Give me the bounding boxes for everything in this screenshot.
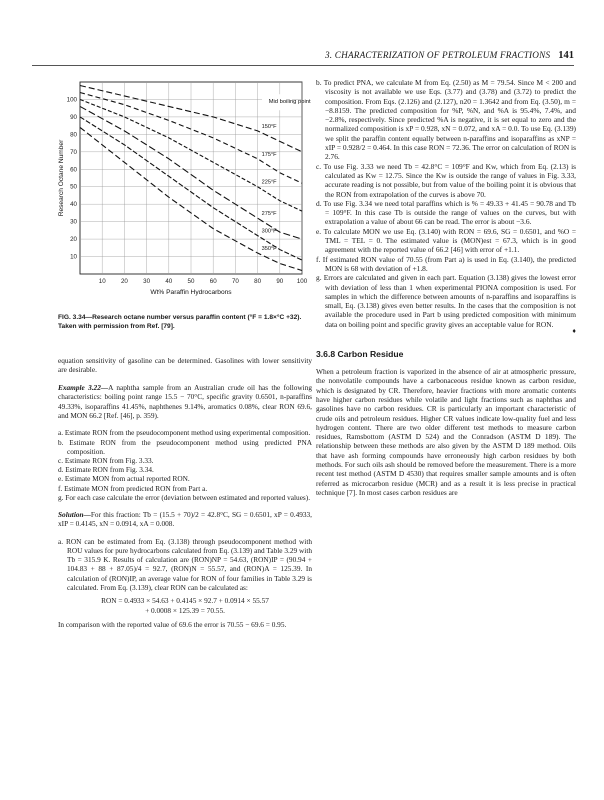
x-tick-label: 50 bbox=[187, 278, 195, 285]
y-tick-label: 90 bbox=[70, 113, 77, 121]
series-label: 225°F bbox=[261, 179, 277, 186]
y-tick-label: 60 bbox=[70, 166, 77, 174]
answer-a: a. RON can be estimated from Eq. (3.138) through pseudocomponent method with ROU values for pure hydrocarbons calculated from Eq. (3.139) and Table 3.29 with Tb = 315.9 K. Results of calculation are (RON)NP = 54.63, (RON)IP = (90.94 + 104.83 + 88 + 87.05)/4 = 92.7, (RON)N = 55.57, and (RON)A = 125.39. In calculation of (RON)IP, an average value for RON of four families in Table 3.29 is calculated. From Eq. (3.139), clear RON can be calculated as: bbox=[58, 536, 312, 592]
solution-label: Solution— bbox=[58, 510, 91, 520]
figure-caption bbox=[58, 314, 312, 331]
task-item: f. Estimate MON from predicted RON from Part a. bbox=[58, 483, 208, 493]
solution-text: For this fraction: Tb = (15.5 + 70)/2 = 42.8°C, SG = 0.6501, xP = 0.4933, xIP = 0.4145, xN = 0.0914, xA = 0.008. bbox=[58, 510, 312, 529]
carbon-residue-paragraph: When a petroleum fraction is vaporized in the absence of air at atmospheric pressure, the nonvolatile compounds have a carbonaceous residue known as carbon residue, which is designated by CR. Therefore, heavier fractions with more aromatic contents have higher carbon residues while volatile and light fractions such as naphthas and gasolines have no carbon residues. CR is particularly an important characteristic of crude oils and petroleum residues. Higher CR values indicate low-quality fuel and less hydrogen content. There are two older different test methods to measure carbon residues, Ramsbottom (ASTM D 524) and the Conradson (ASTM D 189). The relationship between these methods are also given by the ASTM D 189 method. Oils that have ash forming compounds have erroneously high carbon residues by both methods. For such oils ash should be removed before the measurement. There is a more recent test method (ASTM D 4530) that requires smaller sample amounts and is often referred as microcarbon residue (MCR) and as a result it is less precise in practical technique [7]. In most cases carbon residues are bbox=[316, 367, 576, 497]
y-axis-label: Research Octane Number bbox=[58, 139, 65, 217]
y-tick-label: 70 bbox=[70, 148, 77, 156]
answer-b: b. To predict PNA, we calculate M from Eq. (2.50) as M = 79.54. Since M < 200 and viscosity is not available we use Eqs. (3.77) and (3.78) and (3.72) to predict the composition. From Eqs. (2.126) and (2.127), n20 = 1.3642 and from Eq. (3.50), m = −8.8159. The predicted composition for %P, %N, and %A is 95.4%, 7.4%, and −2.8%, respectively. Since predicted %A is negative, it is set equal to zero and the normalized composition is xP = 0.928, xN = 0.072, and xA = 0.0. To use Eq. (3.139) we split the paraffin content equally between n-paraffins and isoparaffins as xNP = xIP = 0.928/2 = 0.464. In this case RON = 72.36. The error on calculation of RON is 2.76. bbox=[316, 78, 576, 162]
section-heading: 3.6.8 Carbon Residue bbox=[316, 349, 404, 360]
running-title: 3. CHARACTERIZATION OF PETROLEUM FRACTIONS bbox=[325, 50, 551, 60]
x-tick-label: 100 bbox=[296, 278, 308, 285]
octane-chart bbox=[54, 76, 316, 308]
series-label: 300°F bbox=[261, 228, 277, 235]
intro-paragraph: equation sensitivity of gasoline can be determined. Gasolines with lower sensitivity are desirable. bbox=[58, 356, 312, 375]
answer-list bbox=[58, 537, 312, 592]
x-axis-label: Wt% Paraffin Hydrocarbons bbox=[150, 289, 232, 296]
task-list bbox=[58, 428, 312, 502]
answer-list-continued bbox=[316, 78, 576, 329]
answer-d: d. To use Fig. 3.34 we need total paraffins which is % = 49.33 + 41.45 = 90.78 and Tb = 109°F. In this case Tb is outside the range of values on the curves, but with extrapolation a value of about 66 can be read. The error is about −3.6. bbox=[316, 198, 576, 227]
example-text: A naphtha sample from an Australian crude oil has the following characteristics: boiling point range 15.5 − 70°C, specific gravity 0.6501, n-paraffins 49.33%, isoparaffins 41.45%, naphthenes 9.14%, aromatics 0.08%, clear RON 69.6, and MON 66.2 [Ref. [46], p. 359). bbox=[58, 382, 312, 421]
task-item: c. Estimate RON from Fig. 3.33. bbox=[58, 456, 154, 466]
comparison-paragraph: In comparison with the reported value of 69.6 the error is 70.55 − 69.6 = 0.95. bbox=[58, 620, 287, 630]
series-label: 150°F bbox=[261, 123, 277, 130]
example-label: Example 3.22— bbox=[58, 382, 109, 392]
page-number: 141 bbox=[558, 50, 574, 61]
task-item: e. Estimate MON from actual reported RON. bbox=[58, 474, 190, 484]
task-item: g. For each case calculate the error (deviation between estimated and reported values). bbox=[58, 492, 311, 502]
answer-c: c. To use Fig. 3.33 we need Tb = 42.8°C = 109°F and Kw, which from Eq. (2.13) is calculated as Kw = 12.75. Since the Kw is outside the range of values in Fig. 3.33, accurate reading is not possible, but from value of the boiling point it is obvious that the RON from extrapolation of the curves is above 70. bbox=[316, 161, 576, 199]
x-tick-label: 60 bbox=[209, 278, 217, 285]
task-item: a. Estimate RON from the pseudocomponent method using experimental composition. bbox=[58, 428, 311, 438]
task-item: b. Estimate RON from the pseudocomponent method using predicted PNA composition. bbox=[58, 437, 312, 456]
caption-bold: FIG. 3.34—Research octane number versus paraffin content bbox=[58, 314, 246, 321]
end-of-example-mark: ♦ bbox=[572, 327, 576, 336]
y-tick-label: 80 bbox=[70, 131, 77, 139]
y-tick-label: 20 bbox=[70, 236, 77, 244]
x-tick-label: 10 bbox=[98, 278, 106, 285]
answer-e: e. To calculate MON we use Eq. (3.140) with RON = 69.6, SG = 0.6501, and %O = TML = TEL = 0. The estimated value is (MON)est = 67.3, which is in good agreement with the reported value of 66.2 [46] with error of +1.1. bbox=[316, 226, 576, 255]
x-tick-label: 80 bbox=[254, 278, 262, 285]
left-column bbox=[58, 76, 312, 630]
x-tick-label: 30 bbox=[143, 278, 151, 285]
ron-equation bbox=[58, 596, 312, 616]
series-label: 175°F bbox=[261, 151, 277, 158]
page-header bbox=[32, 50, 574, 66]
y-tick-label: 40 bbox=[70, 201, 77, 209]
series-label: 350°F bbox=[261, 246, 277, 253]
right-column bbox=[316, 78, 576, 497]
series-label: 275°F bbox=[261, 211, 277, 218]
solution-paragraph bbox=[58, 510, 312, 529]
y-tick-label: 50 bbox=[70, 183, 77, 191]
task-item: d. Estimate RON from Fig. 3.34. bbox=[58, 465, 154, 475]
x-tick-label: 70 bbox=[231, 278, 239, 285]
equation-line-2: + 0.0008 × 125.39 = 70.55. bbox=[145, 606, 225, 616]
legend-label: Mid boiling point bbox=[268, 98, 311, 105]
caption-rest: (°F = 1.8×°C +32). Taken with permission from Ref. [79]. bbox=[58, 314, 302, 330]
y-tick-label: 100 bbox=[66, 96, 77, 104]
answer-g: g. Errors are calculated and given in each part. Equation (3.138) gives the lowest error with deviation of less than 1 when experimental PIONA composition is used. For samples in which the difference between amounts of n-paraffins and isoparaffins is small, Eq. (3.138) gives even better results. In the cases that the composition is not available the procedure used in Part b using predicted composition with minimum data on boiling point and specific gravity gives an acceptable value for RON. bbox=[316, 273, 576, 329]
example-paragraph bbox=[58, 383, 312, 421]
x-tick-label: 20 bbox=[120, 278, 128, 285]
x-tick-label: 40 bbox=[165, 278, 173, 285]
x-tick-label: 90 bbox=[276, 278, 284, 285]
y-tick-label: 30 bbox=[70, 218, 77, 226]
equation-line-1: RON = 0.4933 × 54.63 + 0.4145 × 92.7 + 0.0914 × 55.57 bbox=[101, 596, 269, 606]
answer-f: f. If estimated RON value of 70.55 (from Part a) is used in Eq. (3.140), the predicted MON is 68 with deviation of +1.8. bbox=[316, 254, 576, 273]
figure-3-34 bbox=[54, 76, 316, 308]
y-tick-label: 10 bbox=[70, 253, 77, 261]
